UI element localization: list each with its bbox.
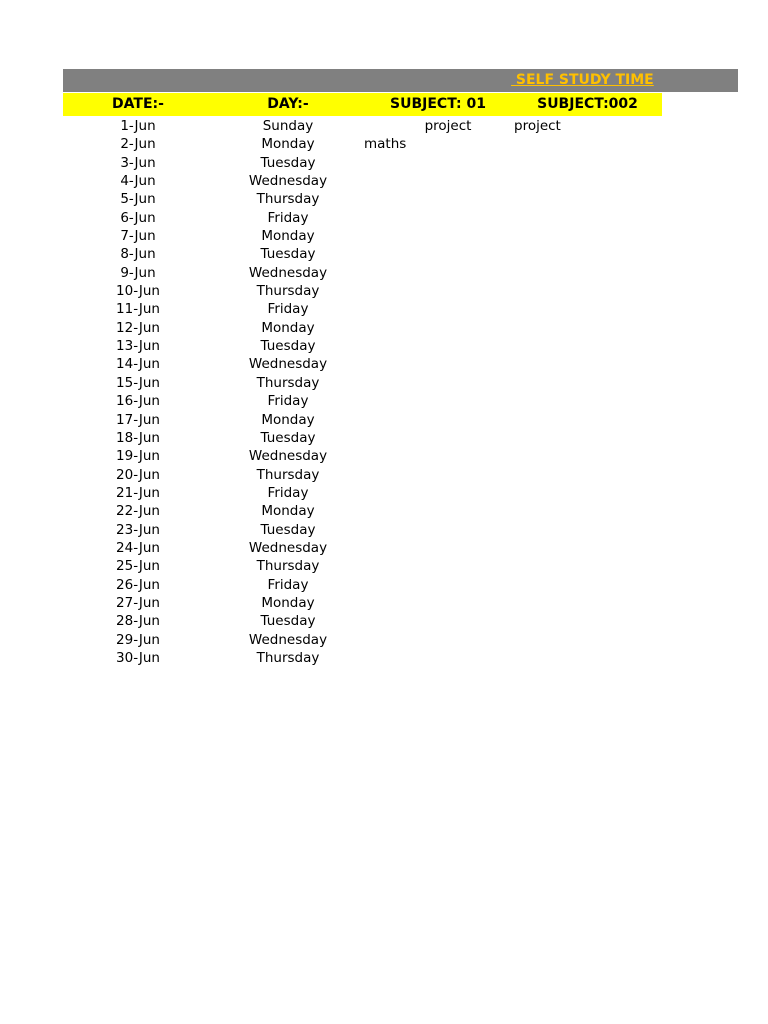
day-cell[interactable]: Tuesday <box>260 154 316 171</box>
date-cell[interactable]: 17-Jun <box>116 411 160 428</box>
date-cell[interactable]: 10-Jun <box>116 283 160 300</box>
day-cell[interactable]: Wednesday <box>248 631 328 648</box>
table-row <box>63 355 663 373</box>
day-cell[interactable]: Sunday <box>262 118 314 134</box>
day-cell[interactable]: Wednesday <box>248 264 328 281</box>
table-row <box>63 539 663 557</box>
day-cell[interactable]: Wednesday <box>248 173 328 190</box>
day-cell[interactable]: Tuesday <box>260 338 316 355</box>
date-cell[interactable]: 25-Jun <box>116 558 160 575</box>
day-cell[interactable]: Friday <box>267 484 309 501</box>
table-row <box>63 484 663 502</box>
day-cell[interactable]: Tuesday <box>260 521 316 538</box>
table-row <box>63 117 663 135</box>
date-cell[interactable]: 4-Jun <box>120 173 156 190</box>
date-cell[interactable]: 24-Jun <box>116 539 160 556</box>
table-row <box>63 300 663 318</box>
date-cell[interactable]: 27-Jun <box>116 594 160 611</box>
date-cell[interactable]: 9-Jun <box>120 264 156 281</box>
day-cell[interactable]: Tuesday <box>260 429 316 446</box>
date-cell[interactable]: 3-Jun <box>120 154 156 171</box>
header-subject-1: SUBJECT: 01 <box>390 96 486 112</box>
day-cell[interactable]: Monday <box>261 228 315 245</box>
table-row <box>63 374 663 392</box>
date-cell[interactable]: 2-Jun <box>120 136 156 153</box>
header-subject-2: SUBJECT:002 <box>537 96 638 112</box>
date-cell[interactable]: 26-Jun <box>116 576 160 593</box>
table-row <box>63 282 663 300</box>
day-cell[interactable]: Thursday <box>256 374 320 391</box>
table-row <box>63 172 663 190</box>
date-cell[interactable]: 15-Jun <box>116 374 160 391</box>
date-cell[interactable]: 16-Jun <box>116 393 160 410</box>
day-cell[interactable]: Wednesday <box>248 448 328 465</box>
table-row <box>63 135 663 153</box>
table-row <box>63 392 663 410</box>
day-cell[interactable]: Monday <box>261 136 315 153</box>
table-row <box>63 447 663 465</box>
table-row <box>63 594 663 612</box>
day-cell[interactable]: Tuesday <box>260 246 316 263</box>
table-row <box>63 612 663 630</box>
day-cell[interactable]: Friday <box>267 576 309 593</box>
table-row <box>63 649 663 667</box>
date-cell[interactable]: 1-Jun <box>120 118 156 134</box>
table-row <box>63 337 663 355</box>
header-date: DATE:- <box>112 96 164 112</box>
day-cell[interactable]: Wednesday <box>248 356 328 373</box>
table-row <box>63 319 663 337</box>
table-row <box>63 429 663 447</box>
table-row <box>63 264 663 282</box>
day-cell[interactable]: Friday <box>267 393 309 410</box>
date-cell[interactable]: 12-Jun <box>116 319 160 336</box>
subject-1-cell[interactable]: maths <box>364 136 407 153</box>
day-cell[interactable]: Thursday <box>256 649 320 666</box>
date-cell[interactable]: 22-Jun <box>116 503 160 520</box>
table-row <box>63 557 663 575</box>
day-cell[interactable]: Wednesday <box>248 539 328 556</box>
date-cell[interactable]: 18-Jun <box>116 429 160 446</box>
day-cell[interactable]: Monday <box>261 411 315 428</box>
day-cell[interactable]: Monday <box>261 503 315 520</box>
day-cell[interactable]: Friday <box>267 301 309 318</box>
day-cell[interactable]: Tuesday <box>260 613 316 630</box>
header-day: DAY:- <box>267 96 309 112</box>
day-cell[interactable]: Thursday <box>256 466 320 483</box>
date-cell[interactable]: 19-Jun <box>116 448 160 465</box>
table-row <box>63 245 663 263</box>
table-row <box>63 190 663 208</box>
day-cell[interactable]: Thursday <box>256 283 320 300</box>
date-cell[interactable]: 28-Jun <box>116 613 160 630</box>
table-row <box>63 411 663 429</box>
date-cell[interactable]: 7-Jun <box>120 228 156 245</box>
table-row <box>63 521 663 539</box>
schedule-table <box>63 117 663 667</box>
day-cell[interactable]: Thursday <box>256 558 320 575</box>
date-cell[interactable]: 8-Jun <box>120 246 156 263</box>
date-cell[interactable]: 29-Jun <box>116 631 160 648</box>
date-cell[interactable]: 30-Jun <box>116 649 160 666</box>
subject-2-cell[interactable]: project <box>514 118 561 134</box>
sheet-title: SELF STUDY TIME <box>511 72 654 88</box>
day-cell[interactable]: Monday <box>261 594 315 611</box>
date-cell[interactable]: 14-Jun <box>116 356 160 373</box>
date-cell[interactable]: 11-Jun <box>116 301 160 318</box>
date-cell[interactable]: 6-Jun <box>120 209 156 226</box>
day-cell[interactable]: Monday <box>261 319 315 336</box>
table-row <box>63 154 663 172</box>
table-row <box>63 227 663 245</box>
date-cell[interactable]: 13-Jun <box>116 338 160 355</box>
table-row <box>63 502 663 520</box>
day-cell[interactable]: Thursday <box>256 191 320 208</box>
day-cell[interactable]: Friday <box>267 209 309 226</box>
table-row <box>63 466 663 484</box>
table-row <box>63 576 663 594</box>
date-cell[interactable]: 21-Jun <box>116 484 160 501</box>
table-row <box>63 209 663 227</box>
date-cell[interactable]: 5-Jun <box>120 191 156 208</box>
date-cell[interactable]: 20-Jun <box>116 466 160 483</box>
table-row <box>63 631 663 649</box>
date-cell[interactable]: 23-Jun <box>116 521 160 538</box>
subject-1-cell[interactable]: project <box>424 118 472 134</box>
